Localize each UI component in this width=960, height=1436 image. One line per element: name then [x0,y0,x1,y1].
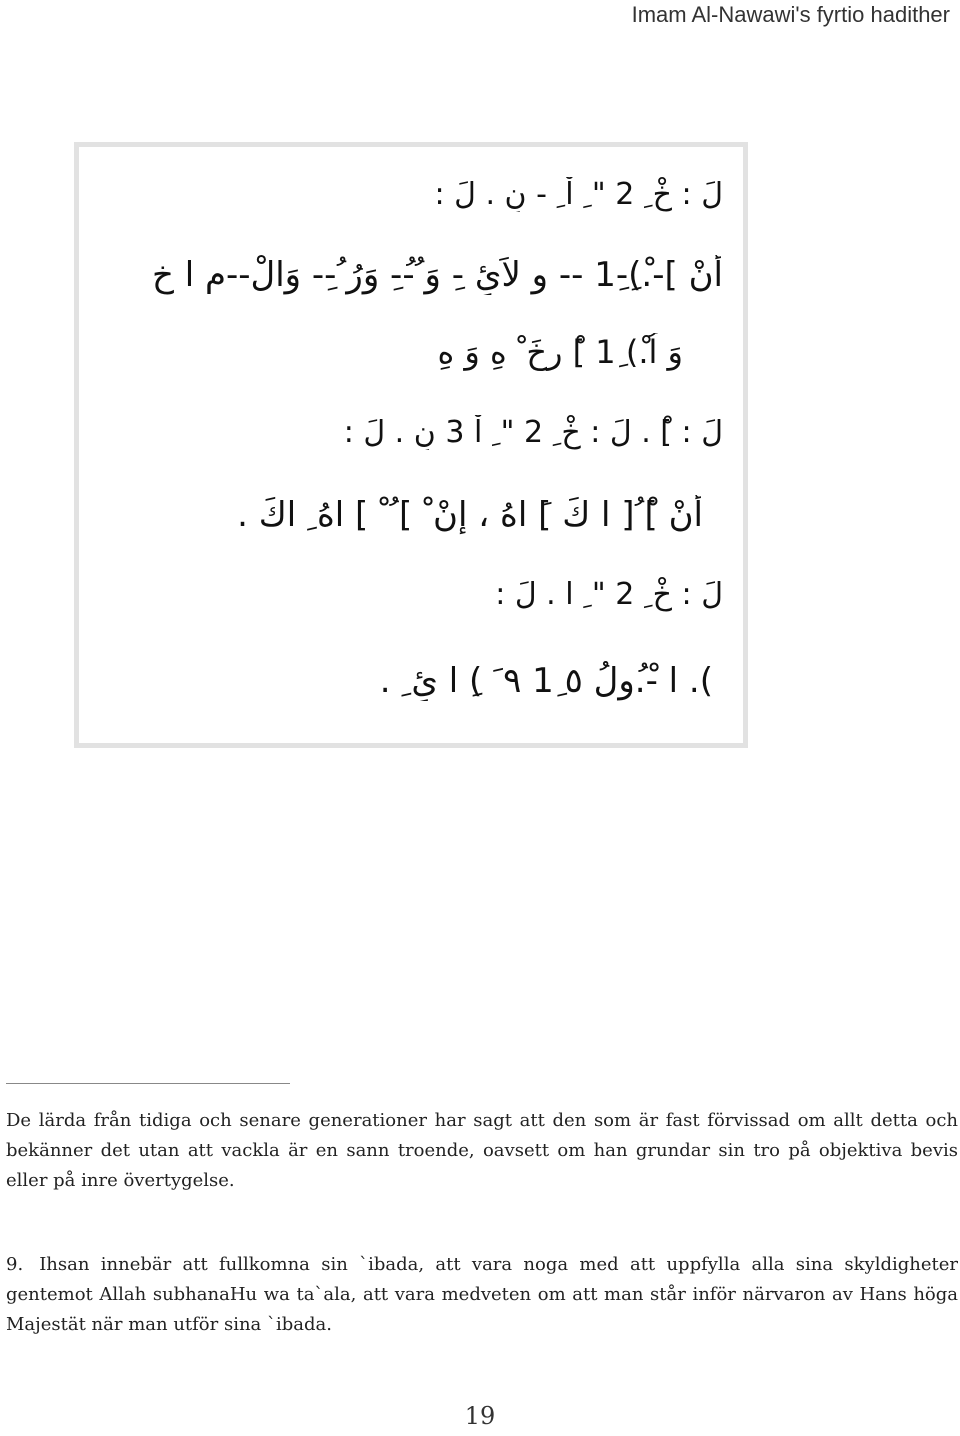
footnote-9 [6,1250,958,1340]
arabic-line-2: أَنْ ]-.ْ)ِ-1ِ -- وِ لاَئِ -ِ وَ ُ-ُ-ِ وَرُ ُ-ِ- وَالْ--مِ ا خِ [151,255,723,295]
arabic-line-7: ). ا -ْ.ُولُ ٥ 1ِ ٩ َ )ِ ا ئِ ِ . [379,661,713,701]
arabic-line-1: لَ : خْ ِ 2 " ِ اْ ِ - نِ . لَ : [434,177,723,212]
footnote-1 [6,1106,958,1196]
footnote-9-number: 9. [6,1254,24,1275]
arabic-line-3: وَ اُ.ْ) 1ِ ]ْ رِخَ ْ هِ وَ هِ [437,333,683,371]
arabic-hadith-box [74,142,748,748]
arabic-line-5: أَنْ ]ْ ُ[ ا كَ ]َ اهُ ، إِنْ ْ ] ُ ْ ] اهُ ِ اكَ . [237,495,703,535]
arabic-line-6: لَ : خْ ِ 2 " ِ ا . لَ : [495,577,723,612]
footnote-1-text: De lärda från tidiga och senare generationer har sagt att den som är fast förvissad om allt detta och bekänner det utan att vackla är en sann troende, oavsett om han grundar sin tro på objektiva bevis eller på inre övertygelse. [6,1110,958,1191]
running-header-title: Imam Al-Nawawi's fyrtio hadither [631,2,950,27]
arabic-line-4: لَ : ]ْ . لَ : خْ ِ 2 " ِ اْ 3 نِ . لَ : [343,415,723,450]
footnote-9-text: Ihsan innebär att fullkomna sin `ibada, att vara noga med att uppfylla alla sina skyldigheter gentemot Allah subhanaHu wa ta`ala, att vara medveten om att man står inför närvaron av Hans höga Majestät när man utför sina `ibada. [6,1254,958,1335]
page-number: 19 [464,1402,496,1430]
footnote-divider [6,1083,290,1084]
